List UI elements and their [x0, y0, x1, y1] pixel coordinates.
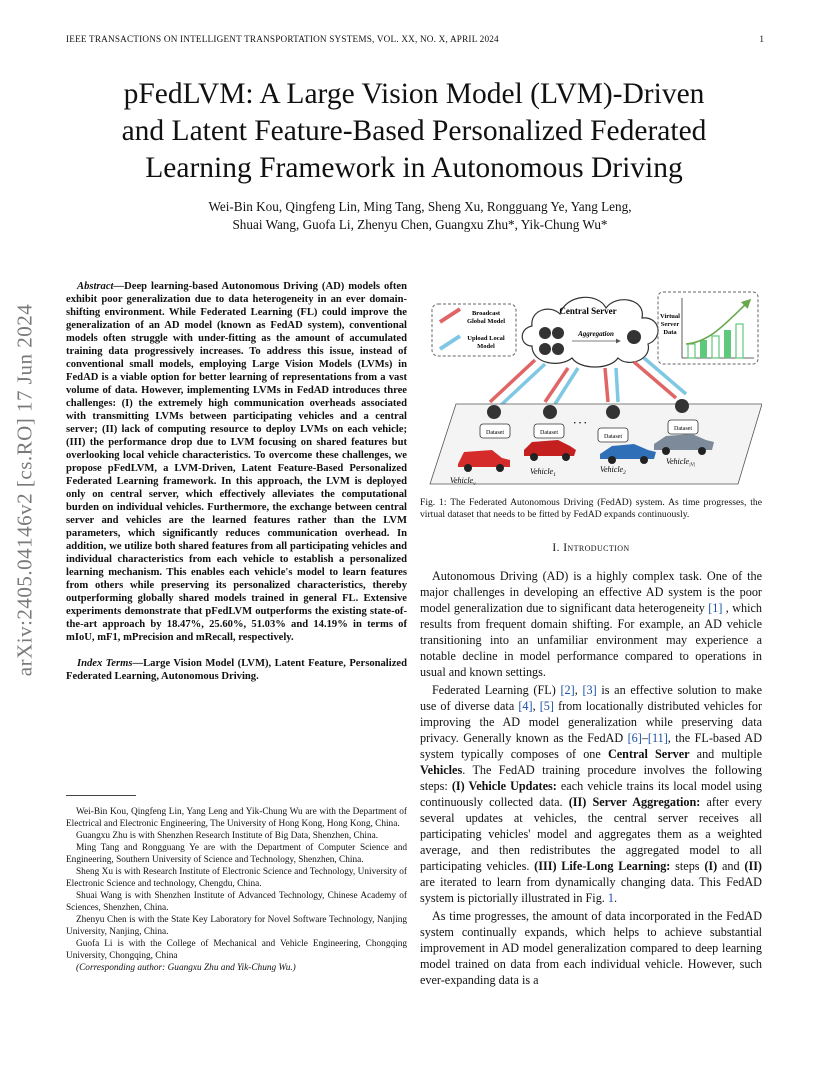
affiliation-1: Wei-Bin Kou, Qingfeng Lin, Yang Leng and Yik-Chung Wu are with the Department of Electrical and Electronic Engineering, The University of Hong Kong, Hong Kong, China.	[66, 807, 407, 829]
affiliation-6: Zhenyu Chen is with the State Key Laboratory for Novel Software Technology, Nanjing University, Nanjing, China.	[66, 915, 407, 937]
figure-caption: Fig. 1: The Federated Autonomous Driving (FedAD) system. As time progresses, the virtual dataset that needs to be fitted by FedAD expands continuously.	[420, 497, 762, 520]
abstract-text: —Deep learning-based Autonomous Driving (AD) models often exhibit poor generalization due to data heterogeneity in an ever domain-shifting environment. While Federated Learning (FL) could improve the generalization of an AD model (known as FedAD system), conventional models often struggle with under-fitting as the amount of accumulated training data progressively increases. To address this issue, instead of conventional small models, employing Large Vision Models (LVMs) in FedAD is a viable option for better learning of representations from a vast volume of data. However, implementing LVMs in FedAD introduces three challenges: (I) the extremely high communication overheads associated with transmitting LVMs between participating vehicles and a central server; (II) lack of computing resource to deploy LVMs on each vehicle; (III) the performance drop due to LVM focusing on shared features but overlooking local vehicle characteristics. To overcome these challenges, we propose pFedLVM, a LVM-Driven, Latent Feature-Based Personalized Federated Learning framework. In this approach, the LVM is deployed only on central server, which effectively alleviates the computational burden on individual vehicles. Furthermore, the exchange between central server and vehicles are the learned features rather than the LVM parameters, which significantly reduces communication overhead. In addition, we utilize both shared features from all participating vehicles and individual characteristics from each vehicle to establish a personalized learning mechanism. This enables each vehicle's model to learn features from others while preserving its personalized characteristics, thereby outperforming globally shared models trained in general FL. Extensive experiments demonstrate that pFedLVM outperforms the existing state-of-the-art approach by 18.47%, 25.60%, 51.03% and 14.19% in terms of mIoU, mF1, mPrecision and mRecall, respectively.	[66, 281, 407, 643]
vehicle-1-label: Vehicle$_1$	[530, 467, 556, 478]
global-model-icon	[627, 330, 641, 344]
section-number: I.	[552, 542, 560, 554]
dataset-label: Dataset	[540, 430, 558, 436]
citation-link[interactable]: [5]	[539, 699, 554, 713]
index-terms	[66, 657, 407, 683]
left-column	[66, 280, 407, 683]
figure-ref-link[interactable]: 1	[607, 891, 614, 905]
author-list	[100, 198, 740, 234]
virtual-label-3: Data	[663, 329, 677, 336]
vehicle-v-label: Vehicle$_v$	[450, 476, 476, 487]
corresponding-author-note: (Corresponding author: Guangxu Zhu and Yik-Chung Wu.)	[76, 963, 296, 973]
aggregation-label: Aggregation	[578, 330, 614, 338]
citation-link[interactable]: [6]	[627, 731, 642, 745]
upload-legend-arrow	[440, 336, 460, 349]
data-bar	[688, 344, 695, 358]
affiliation-5: Shuai Wang is with Shenzhen Institute of Advanced Technology, Chinese Academy of Sciences, Shenzhen, China.	[66, 891, 407, 913]
model-node-icon	[539, 343, 551, 355]
legend-broadcast-line1: Broadcast	[471, 310, 501, 317]
paper-title	[60, 76, 768, 187]
data-bar	[712, 336, 719, 358]
data-bar	[736, 324, 743, 358]
intro-paragraph-2: Federated Learning (FL) [2], [3] is an effective solution to make use of diverse data [4], [5] from locationally distributed vehicles for improving the AD model generalization while preserving data privacy. Generally known as the FedAD [6]–[11], the FL-based AD system typically composes of one Central Server and multiple Vehicles. The FedAD training procedure involves the following steps: (I) Vehicle Updates: each vehicle trains its local model using continuously collected data. (II) Server Aggregation: after every several updates at vehicles, the central server receives all participating vehicles' model and aggregates them as a weighted average, and then redistributes the aggregated model to all participating vehicles. (III) Life-Long Learning: steps (I) and (II) are iterated to learn from dynamically changing data. This FedAD system is pictorially illustrated in Fig. 1.	[420, 683, 763, 905]
title-line-3: Learning Framework in Autonomous Driving	[145, 152, 683, 184]
title-line-2: and Latent Feature-Based Personalized Federated	[121, 115, 707, 147]
arxiv-stamp[interactable]	[2, 290, 48, 690]
data-bar	[724, 330, 731, 358]
broadcast-legend-arrow	[440, 309, 460, 322]
introduction-body	[420, 568, 762, 988]
ellipsis: · · ·	[573, 418, 587, 428]
abstract-label: Abstract	[77, 281, 114, 292]
fedad-diagram	[420, 284, 762, 489]
citation-link[interactable]: [11]	[647, 731, 668, 745]
vehicle-n-label: Vehicle$_{|V|}$	[666, 457, 696, 468]
virtual-label-1: Virtual	[660, 313, 680, 320]
intro-paragraph-1: Autonomous Driving (AD) is a highly complex task. One of the major challenges in developing an effective AD system is the poor model generalization due to significant data heterogeneity [1] , which results from frequent domain shifting. For example, an AD vehicle transitioning into an unfamiliar environment may experience a notable decline in model performance compared to operations in usual and known settings.	[420, 569, 762, 679]
affiliation-3: Ming Tang and Rongguang Ye are with the Department of Computer Science and Engineering, Southern University of Science and Technology, Shenzhen, China.	[66, 843, 407, 865]
affiliation-2: Guangxu Zhu is with Shenzhen Research Institute of Big Data, Shenzhen, China.	[76, 831, 379, 841]
virtual-label-2: Server	[660, 321, 680, 328]
right-column	[420, 284, 762, 990]
page-number: 1	[759, 34, 764, 44]
vehicle-2-label: Vehicle$_2$	[600, 465, 626, 476]
dataset-label: Dataset	[486, 430, 504, 436]
section-heading	[420, 542, 762, 554]
fedad-figure	[420, 284, 762, 489]
affiliation-4: Sheng Xu is with Research Institute of Electronic Science and Technology, University of Electronic Science and technology, Chengdu, China.	[66, 867, 407, 889]
central-server-cloud	[522, 297, 658, 367]
central-server-label: Central Server	[559, 306, 617, 316]
affiliation-7: Guofa Li is with the College of Mechanical and Vehicle Engineering, Chongqing University, Chongqing, China	[66, 939, 407, 961]
model-node-icon	[539, 327, 551, 339]
dataset-label: Dataset	[674, 426, 692, 432]
model-node-icon	[552, 327, 564, 339]
abstract	[66, 280, 407, 644]
arxiv-identifier: arXiv:2405.04146v2 [cs.RO] 17 Jun 2024	[12, 303, 37, 677]
authors-line-1: Wei-Bin Kou, Qingfeng Lin, Ming Tang, Sheng Xu, Rongguang Ye, Yang Leng,	[208, 199, 632, 214]
dataset-label: Dataset	[604, 434, 622, 440]
citation-link[interactable]: [3]	[582, 683, 597, 697]
section-title: Introduction	[563, 542, 630, 554]
data-bar	[700, 340, 707, 358]
model-node-icon	[552, 343, 564, 355]
legend-box	[432, 304, 516, 356]
index-terms-text: —Large Vision Model (LVM), Latent Feature, Personalized Federated Learning, Autonomous Driving.	[66, 658, 407, 682]
affiliations-footnote	[66, 806, 407, 974]
index-terms-label: Index Terms	[77, 658, 133, 669]
authors-line-2: Shuai Wang, Guofa Li, Zhenyu Chen, Guangxu Zhu*, Yik-Chung Wu*	[232, 217, 608, 232]
virtual-server-data	[658, 292, 758, 364]
running-head: IEEE TRANSACTIONS ON INTELLIGENT TRANSPORTATION SYSTEMS, VOL. XX, NO. X, APRIL 2024	[66, 34, 499, 44]
citation-link[interactable]: [1]	[708, 601, 723, 615]
legend-broadcast-line2: Global Model	[466, 318, 506, 325]
legend-upload-line1: Upload Local	[467, 335, 505, 342]
title-line-1: pFedLVM: A Large Vision Model (LVM)-Driven	[123, 78, 705, 110]
legend-upload-line2: Model	[477, 343, 495, 350]
footnote-rule	[66, 795, 136, 796]
citation-link[interactable]: [4]	[518, 699, 533, 713]
citation-link[interactable]: [2]	[560, 683, 575, 697]
growth-arrow-icon	[686, 300, 750, 344]
intro-paragraph-3: As time progresses, the amount of data incorporated in the FedAD system continually expands, which helps to achieve substantial improvement in AD model generalization compared to deep learning model trained on data from each individual vehicle. However, such ever-expanding data is a	[420, 909, 762, 987]
